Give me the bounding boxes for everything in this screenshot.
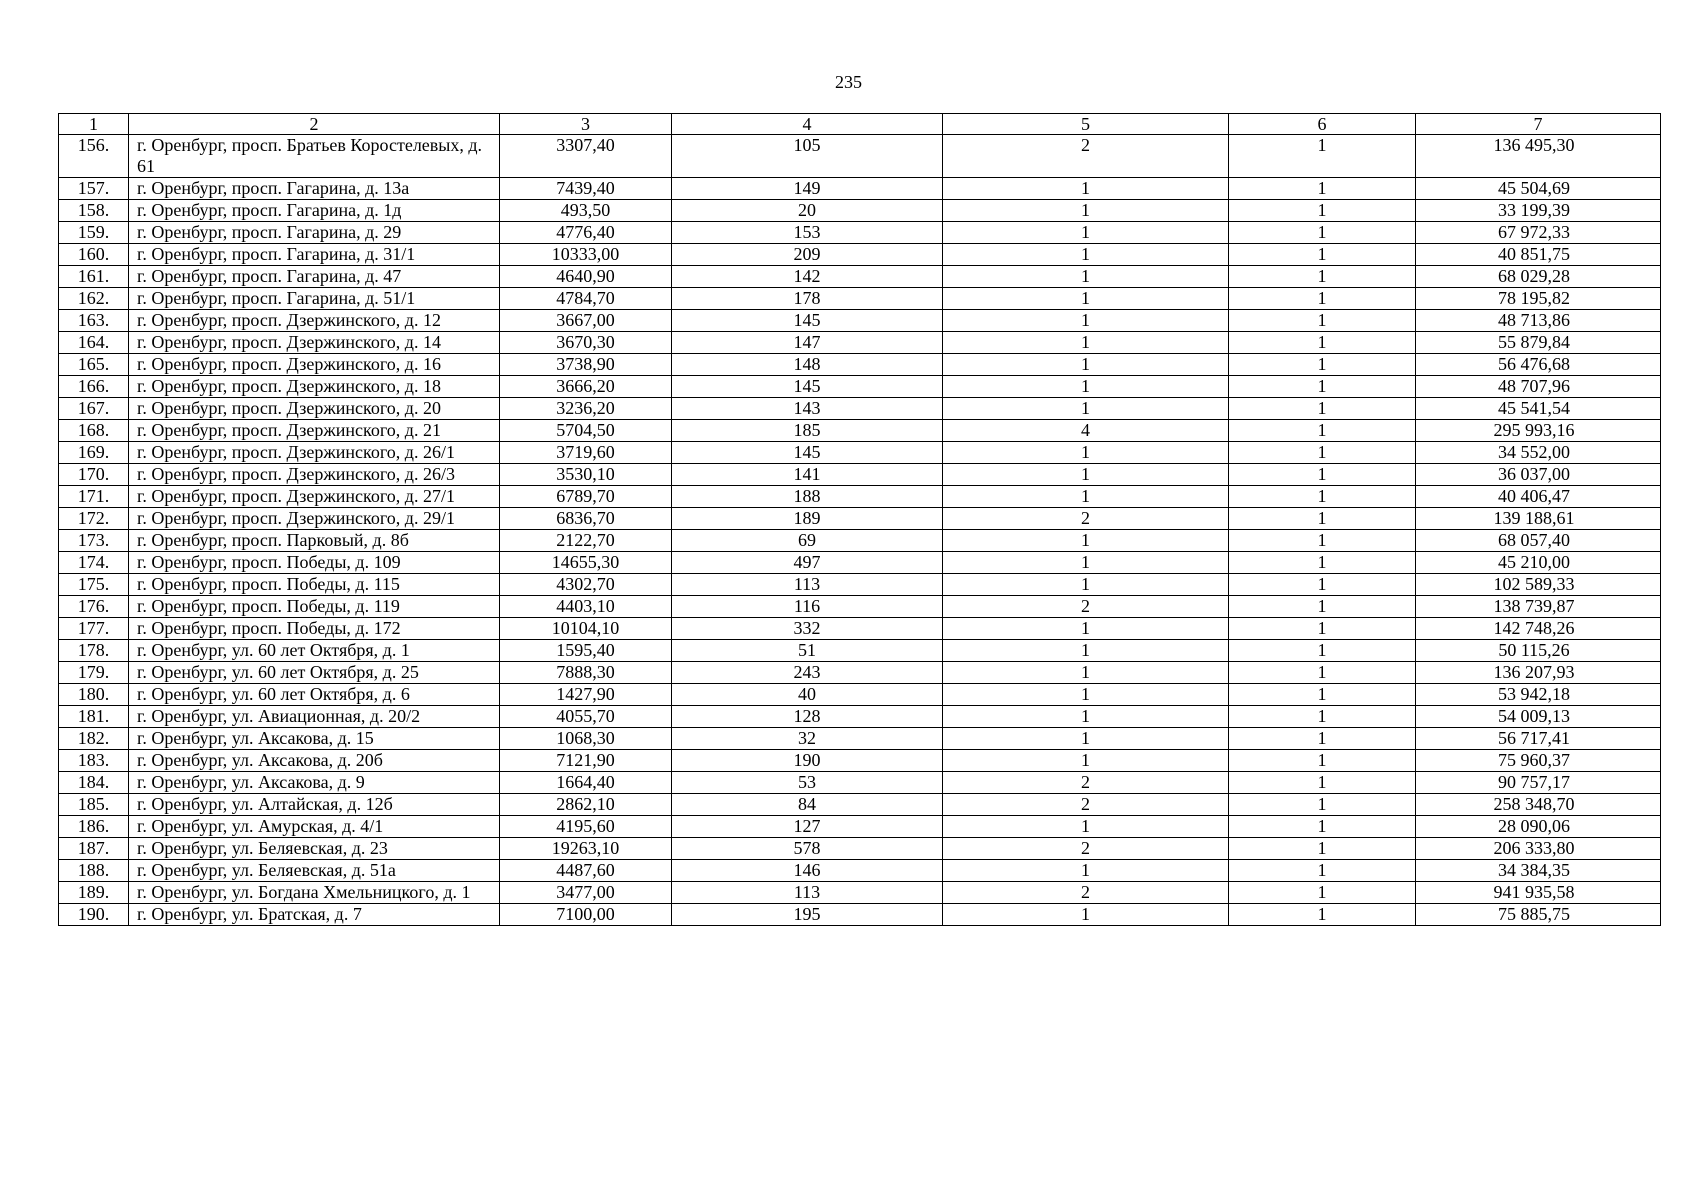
row-number: 181. [59, 706, 129, 728]
column-header: 2 [129, 114, 500, 135]
col3-cell: 10104,10 [500, 618, 672, 640]
address-cell: г. Оренбург, ул. Авиационная, д. 20/2 [129, 706, 500, 728]
col4-cell: 20 [672, 200, 943, 222]
col6-cell: 1 [1229, 398, 1416, 420]
col5-cell: 1 [943, 222, 1229, 244]
row-number: 169. [59, 442, 129, 464]
address-cell: г. Оренбург, ул. Беляевская, д. 51а [129, 860, 500, 882]
col7-cell: 40 406,47 [1416, 486, 1661, 508]
col7-cell: 40 851,75 [1416, 244, 1661, 266]
col6-cell: 1 [1229, 178, 1416, 200]
address-cell: г. Оренбург, просп. Гагарина, д. 51/1 [129, 288, 500, 310]
col4-cell: 143 [672, 398, 943, 420]
table-row [59, 750, 1661, 772]
col7-cell: 138 739,87 [1416, 596, 1661, 618]
col4-cell: 148 [672, 354, 943, 376]
col5-cell: 2 [943, 135, 1229, 178]
col5-cell: 2 [943, 838, 1229, 860]
col3-cell: 6836,70 [500, 508, 672, 530]
row-number: 161. [59, 266, 129, 288]
row-number: 174. [59, 552, 129, 574]
address-cell: г. Оренбург, просп. Гагарина, д. 13а [129, 178, 500, 200]
col5-cell: 4 [943, 420, 1229, 442]
address-cell: г. Оренбург, просп. Дзержинского, д. 18 [129, 376, 500, 398]
col3-cell: 3530,10 [500, 464, 672, 486]
table-row [59, 772, 1661, 794]
col4-cell: 145 [672, 376, 943, 398]
col4-cell: 185 [672, 420, 943, 442]
row-number: 186. [59, 816, 129, 838]
col3-cell: 7888,30 [500, 662, 672, 684]
col5-cell: 1 [943, 200, 1229, 222]
row-number: 180. [59, 684, 129, 706]
col6-cell: 1 [1229, 662, 1416, 684]
col6-cell: 1 [1229, 135, 1416, 178]
table-row [59, 464, 1661, 486]
col5-cell: 2 [943, 596, 1229, 618]
col3-cell: 4195,60 [500, 816, 672, 838]
table-row [59, 838, 1661, 860]
address-cell: г. Оренбург, ул. Алтайская, д. 12б [129, 794, 500, 816]
col7-cell: 36 037,00 [1416, 464, 1661, 486]
col7-cell: 139 188,61 [1416, 508, 1661, 530]
table-row [59, 200, 1661, 222]
col3-cell: 7121,90 [500, 750, 672, 772]
address-cell: г. Оренбург, просп. Победы, д. 172 [129, 618, 500, 640]
col6-cell: 1 [1229, 838, 1416, 860]
row-number: 167. [59, 398, 129, 420]
col4-cell: 149 [672, 178, 943, 200]
col4-cell: 116 [672, 596, 943, 618]
col5-cell: 1 [943, 244, 1229, 266]
col7-cell: 258 348,70 [1416, 794, 1661, 816]
row-number: 188. [59, 860, 129, 882]
col5-cell: 2 [943, 772, 1229, 794]
col3-cell: 3667,00 [500, 310, 672, 332]
table-row [59, 882, 1661, 904]
address-cell: г. Оренбург, просп. Братьев Коростелевых, д. 61 [129, 135, 500, 178]
col6-cell: 1 [1229, 596, 1416, 618]
column-header: 6 [1229, 114, 1416, 135]
col6-cell: 1 [1229, 706, 1416, 728]
col3-cell: 7439,40 [500, 178, 672, 200]
table-row [59, 135, 1661, 178]
col6-cell: 1 [1229, 904, 1416, 926]
table-row [59, 574, 1661, 596]
col4-cell: 189 [672, 508, 943, 530]
address-cell: г. Оренбург, просп. Гагарина, д. 1д [129, 200, 500, 222]
col3-cell: 3670,30 [500, 332, 672, 354]
col5-cell: 2 [943, 508, 1229, 530]
table-row [59, 244, 1661, 266]
col3-cell: 3477,00 [500, 882, 672, 904]
address-cell: г. Оренбург, ул. Аксакова, д. 15 [129, 728, 500, 750]
col5-cell: 1 [943, 662, 1229, 684]
col3-cell: 6789,70 [500, 486, 672, 508]
column-header: 3 [500, 114, 672, 135]
col6-cell: 1 [1229, 486, 1416, 508]
row-number: 170. [59, 464, 129, 486]
col4-cell: 147 [672, 332, 943, 354]
col5-cell: 1 [943, 398, 1229, 420]
col7-cell: 941 935,58 [1416, 882, 1661, 904]
table-row [59, 398, 1661, 420]
col7-cell: 34 552,00 [1416, 442, 1661, 464]
col4-cell: 178 [672, 288, 943, 310]
col4-cell: 145 [672, 310, 943, 332]
col7-cell: 28 090,06 [1416, 816, 1661, 838]
table-row [59, 816, 1661, 838]
col4-cell: 146 [672, 860, 943, 882]
address-cell: г. Оренбург, ул. Братская, д. 7 [129, 904, 500, 926]
col3-cell: 5704,50 [500, 420, 672, 442]
col7-cell: 68 029,28 [1416, 266, 1661, 288]
col5-cell: 1 [943, 904, 1229, 926]
col6-cell: 1 [1229, 772, 1416, 794]
col4-cell: 243 [672, 662, 943, 684]
col6-cell: 1 [1229, 640, 1416, 662]
col5-cell: 1 [943, 574, 1229, 596]
table-row [59, 618, 1661, 640]
table-row [59, 596, 1661, 618]
table-row [59, 332, 1661, 354]
row-number: 177. [59, 618, 129, 640]
col7-cell: 136 495,30 [1416, 135, 1661, 178]
col5-cell: 1 [943, 354, 1229, 376]
col7-cell: 68 057,40 [1416, 530, 1661, 552]
address-cell: г. Оренбург, ул. Богдана Хмельницкого, д. 1 [129, 882, 500, 904]
row-number: 185. [59, 794, 129, 816]
col5-cell: 1 [943, 640, 1229, 662]
address-cell: г. Оренбург, ул. 60 лет Октября, д. 25 [129, 662, 500, 684]
table-row [59, 640, 1661, 662]
col5-cell: 1 [943, 750, 1229, 772]
row-number: 184. [59, 772, 129, 794]
row-number: 179. [59, 662, 129, 684]
table-row [59, 420, 1661, 442]
col4-cell: 332 [672, 618, 943, 640]
address-cell: г. Оренбург, просп. Дзержинского, д. 29/1 [129, 508, 500, 530]
col4-cell: 578 [672, 838, 943, 860]
row-number: 172. [59, 508, 129, 530]
col5-cell: 1 [943, 486, 1229, 508]
col3-cell: 4776,40 [500, 222, 672, 244]
row-number: 173. [59, 530, 129, 552]
col7-cell: 56 476,68 [1416, 354, 1661, 376]
col6-cell: 1 [1229, 860, 1416, 882]
table-row [59, 794, 1661, 816]
col6-cell: 1 [1229, 420, 1416, 442]
col5-cell: 1 [943, 464, 1229, 486]
col6-cell: 1 [1229, 552, 1416, 574]
col3-cell: 19263,10 [500, 838, 672, 860]
col4-cell: 51 [672, 640, 943, 662]
col7-cell: 48 707,96 [1416, 376, 1661, 398]
row-number: 163. [59, 310, 129, 332]
col3-cell: 1068,30 [500, 728, 672, 750]
col6-cell: 1 [1229, 574, 1416, 596]
col6-cell: 1 [1229, 288, 1416, 310]
col5-cell: 1 [943, 706, 1229, 728]
row-number: 183. [59, 750, 129, 772]
col5-cell: 1 [943, 860, 1229, 882]
col3-cell: 4302,70 [500, 574, 672, 596]
col6-cell: 1 [1229, 750, 1416, 772]
col4-cell: 195 [672, 904, 943, 926]
col6-cell: 1 [1229, 684, 1416, 706]
table-row [59, 376, 1661, 398]
address-cell: г. Оренбург, просп. Дзержинского, д. 26/3 [129, 464, 500, 486]
address-cell: г. Оренбург, просп. Дзержинского, д. 21 [129, 420, 500, 442]
address-cell: г. Оренбург, просп. Гагарина, д. 31/1 [129, 244, 500, 266]
col5-cell: 1 [943, 266, 1229, 288]
row-number: 190. [59, 904, 129, 926]
col6-cell: 1 [1229, 728, 1416, 750]
col6-cell: 1 [1229, 508, 1416, 530]
table-row [59, 508, 1661, 530]
data-table [58, 113, 1661, 926]
address-cell: г. Оренбург, ул. Аксакова, д. 20б [129, 750, 500, 772]
col3-cell: 1664,40 [500, 772, 672, 794]
col4-cell: 188 [672, 486, 943, 508]
table-row [59, 530, 1661, 552]
row-number: 166. [59, 376, 129, 398]
col3-cell: 4640,90 [500, 266, 672, 288]
table-row [59, 552, 1661, 574]
address-cell: г. Оренбург, просп. Дзержинского, д. 26/1 [129, 442, 500, 464]
column-header: 4 [672, 114, 943, 135]
col7-cell: 55 879,84 [1416, 332, 1661, 354]
col4-cell: 497 [672, 552, 943, 574]
col5-cell: 1 [943, 288, 1229, 310]
col4-cell: 40 [672, 684, 943, 706]
col3-cell: 4403,10 [500, 596, 672, 618]
col7-cell: 75 885,75 [1416, 904, 1661, 926]
table-row [59, 288, 1661, 310]
col5-cell: 1 [943, 618, 1229, 640]
col4-cell: 84 [672, 794, 943, 816]
col3-cell: 10333,00 [500, 244, 672, 266]
col4-cell: 53 [672, 772, 943, 794]
col3-cell: 2862,10 [500, 794, 672, 816]
col4-cell: 105 [672, 135, 943, 178]
col7-cell: 50 115,26 [1416, 640, 1661, 662]
col4-cell: 128 [672, 706, 943, 728]
col5-cell: 1 [943, 728, 1229, 750]
table-row [59, 904, 1661, 926]
column-header: 5 [943, 114, 1229, 135]
col5-cell: 1 [943, 178, 1229, 200]
col3-cell: 7100,00 [500, 904, 672, 926]
address-cell: г. Оренбург, просп. Дзержинского, д. 14 [129, 332, 500, 354]
col7-cell: 45 210,00 [1416, 552, 1661, 574]
table-row [59, 706, 1661, 728]
col7-cell: 45 504,69 [1416, 178, 1661, 200]
row-number: 176. [59, 596, 129, 618]
table-row [59, 178, 1661, 200]
row-number: 164. [59, 332, 129, 354]
row-number: 160. [59, 244, 129, 266]
col7-cell: 67 972,33 [1416, 222, 1661, 244]
col3-cell: 4055,70 [500, 706, 672, 728]
col6-cell: 1 [1229, 794, 1416, 816]
page-number: 235 [835, 72, 862, 92]
col3-cell: 3738,90 [500, 354, 672, 376]
col7-cell: 102 589,33 [1416, 574, 1661, 596]
address-cell: г. Оренбург, ул. 60 лет Октября, д. 1 [129, 640, 500, 662]
col5-cell: 1 [943, 530, 1229, 552]
col4-cell: 69 [672, 530, 943, 552]
col4-cell: 190 [672, 750, 943, 772]
address-cell: г. Оренбург, просп. Победы, д. 119 [129, 596, 500, 618]
col7-cell: 75 960,37 [1416, 750, 1661, 772]
table-row [59, 860, 1661, 882]
col7-cell: 136 207,93 [1416, 662, 1661, 684]
row-number: 182. [59, 728, 129, 750]
col5-cell: 1 [943, 310, 1229, 332]
col3-cell: 3307,40 [500, 135, 672, 178]
row-number: 165. [59, 354, 129, 376]
col3-cell: 3666,20 [500, 376, 672, 398]
col7-cell: 142 748,26 [1416, 618, 1661, 640]
col7-cell: 33 199,39 [1416, 200, 1661, 222]
col7-cell: 53 942,18 [1416, 684, 1661, 706]
address-cell: г. Оренбург, просп. Победы, д. 109 [129, 552, 500, 574]
row-number: 162. [59, 288, 129, 310]
row-number: 156. [59, 135, 129, 178]
col7-cell: 206 333,80 [1416, 838, 1661, 860]
table-row [59, 662, 1661, 684]
row-number: 187. [59, 838, 129, 860]
address-cell: г. Оренбург, просп. Гагарина, д. 29 [129, 222, 500, 244]
col4-cell: 153 [672, 222, 943, 244]
row-number: 158. [59, 200, 129, 222]
address-cell: г. Оренбург, просп. Дзержинского, д. 27/1 [129, 486, 500, 508]
address-cell: г. Оренбург, просп. Гагарина, д. 47 [129, 266, 500, 288]
row-number: 178. [59, 640, 129, 662]
col5-cell: 1 [943, 684, 1229, 706]
col5-cell: 2 [943, 882, 1229, 904]
address-cell: г. Оренбург, ул. Амурская, д. 4/1 [129, 816, 500, 838]
col6-cell: 1 [1229, 530, 1416, 552]
col7-cell: 78 195,82 [1416, 288, 1661, 310]
col6-cell: 1 [1229, 266, 1416, 288]
table-row [59, 728, 1661, 750]
table-row [59, 222, 1661, 244]
col6-cell: 1 [1229, 442, 1416, 464]
col5-cell: 1 [943, 816, 1229, 838]
col6-cell: 1 [1229, 244, 1416, 266]
row-number: 171. [59, 486, 129, 508]
col4-cell: 209 [672, 244, 943, 266]
address-cell: г. Оренбург, просп. Дзержинского, д. 12 [129, 310, 500, 332]
col6-cell: 1 [1229, 354, 1416, 376]
col7-cell: 54 009,13 [1416, 706, 1661, 728]
row-number: 175. [59, 574, 129, 596]
col4-cell: 142 [672, 266, 943, 288]
col3-cell: 14655,30 [500, 552, 672, 574]
col7-cell: 48 713,86 [1416, 310, 1661, 332]
col3-cell: 4487,60 [500, 860, 672, 882]
table-row [59, 442, 1661, 464]
address-cell: г. Оренбург, просп. Дзержинского, д. 16 [129, 354, 500, 376]
table-row [59, 266, 1661, 288]
table-row [59, 310, 1661, 332]
col5-cell: 1 [943, 552, 1229, 574]
col7-cell: 34 384,35 [1416, 860, 1661, 882]
table-row [59, 486, 1661, 508]
col6-cell: 1 [1229, 376, 1416, 398]
col3-cell: 1427,90 [500, 684, 672, 706]
col5-cell: 1 [943, 376, 1229, 398]
col7-cell: 56 717,41 [1416, 728, 1661, 750]
address-cell: г. Оренбург, просп. Дзержинского, д. 20 [129, 398, 500, 420]
col3-cell: 4784,70 [500, 288, 672, 310]
col6-cell: 1 [1229, 332, 1416, 354]
address-cell: г. Оренбург, просп. Победы, д. 115 [129, 574, 500, 596]
col4-cell: 113 [672, 574, 943, 596]
address-cell: г. Оренбург, ул. 60 лет Октября, д. 6 [129, 684, 500, 706]
col3-cell: 3719,60 [500, 442, 672, 464]
col3-cell: 1595,40 [500, 640, 672, 662]
column-header: 1 [59, 114, 129, 135]
col4-cell: 127 [672, 816, 943, 838]
col6-cell: 1 [1229, 882, 1416, 904]
col6-cell: 1 [1229, 310, 1416, 332]
column-header: 7 [1416, 114, 1661, 135]
address-cell: г. Оренбург, ул. Аксакова, д. 9 [129, 772, 500, 794]
table-header-row [59, 114, 1661, 135]
col6-cell: 1 [1229, 464, 1416, 486]
row-number: 159. [59, 222, 129, 244]
col6-cell: 1 [1229, 618, 1416, 640]
table-row [59, 354, 1661, 376]
address-cell: г. Оренбург, просп. Парковый, д. 8б [129, 530, 500, 552]
col7-cell: 295 993,16 [1416, 420, 1661, 442]
col3-cell: 2122,70 [500, 530, 672, 552]
col3-cell: 493,50 [500, 200, 672, 222]
col5-cell: 1 [943, 442, 1229, 464]
col6-cell: 1 [1229, 222, 1416, 244]
row-number: 168. [59, 420, 129, 442]
col6-cell: 1 [1229, 816, 1416, 838]
col3-cell: 3236,20 [500, 398, 672, 420]
col7-cell: 90 757,17 [1416, 772, 1661, 794]
col4-cell: 145 [672, 442, 943, 464]
col5-cell: 1 [943, 332, 1229, 354]
row-number: 157. [59, 178, 129, 200]
col5-cell: 2 [943, 794, 1229, 816]
col4-cell: 32 [672, 728, 943, 750]
address-cell: г. Оренбург, ул. Беляевская, д. 23 [129, 838, 500, 860]
col7-cell: 45 541,54 [1416, 398, 1661, 420]
col4-cell: 113 [672, 882, 943, 904]
table-row [59, 684, 1661, 706]
col6-cell: 1 [1229, 200, 1416, 222]
col4-cell: 141 [672, 464, 943, 486]
row-number: 189. [59, 882, 129, 904]
